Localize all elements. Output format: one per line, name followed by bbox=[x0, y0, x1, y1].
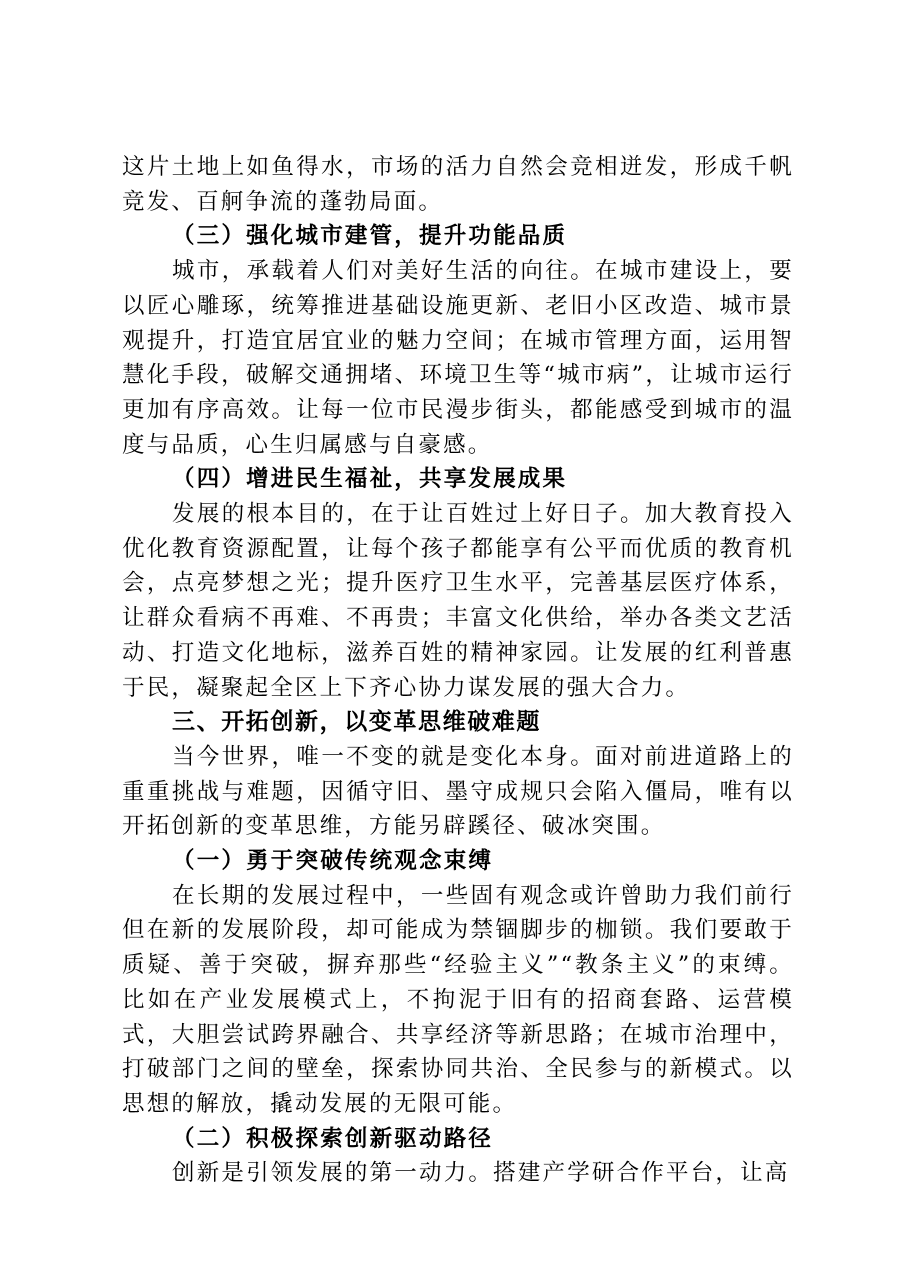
subheading-livelihood: （四）增进民生福祉，共享发展成果 bbox=[172, 466, 568, 493]
paragraph-break-tradition: 在长期的发展过程中，一些固有观念或许曾助力我们前行但在新的发展阶段，却可能成为禁锢脚步的枷锁。我们要敢于质疑、善于突破，摒弃那些“经验主义”“教条主义”的束缚。比如在产业发展模式上，不拘泥于旧有的招商套路、运营模式，大胆尝试跨界融合、共享经济等新思路；在城市治理中，打破部门之间的壁垒，探索协同共治、全民参与的新模式。以思想的解放，撬动发展的无限可能。 bbox=[122, 882, 794, 1117]
subheading-innovation-drive: （二）积极探索创新驱动路径 bbox=[172, 1125, 494, 1152]
paragraph-innovation: 当今世界，唯一不变的就是变化本身。面对前进道路上的重重挑战与难题，因循守旧、墨守成规只会陷入僵局，唯有以开拓创新的变革思维，方能另辟蹊径、破冰突围。 bbox=[122, 743, 794, 840]
paragraph-intro: 这片土地上如鱼得水，市场的活力自然会竞相迸发，形成千帆竞发、百舸争流的蓬勃局面。 bbox=[122, 154, 794, 215]
paragraph-city: 城市，承载着人们对美好生活的向往。在城市建设上，要以匠心雕琢，统筹推进基础设施更新、老旧小区改造、城市景观提升，打造宜居宜业的魅力空间；在城市管理方面，运用智慧化手段，破解交通拥堵、环境卫生等“城市病”，让城市运行更加有序高效。让每一位市民漫步街头，都能感受到城市的温度与品质，心生归属感与自豪感。 bbox=[122, 258, 794, 458]
document-body bbox=[122, 150, 794, 1191]
paragraph-livelihood: 发展的根本目的，在于让百姓过上好日子。加大教育投入优化教育资源配置，让每个孩子都能享有公平而优质的教育机会，点亮梦想之光；提升医疗卫生水平，完善基层医疗体系，让群众看病不再难、不再贵；丰富文化供给，举办各类文艺活动、打造文化地标，滋养百姓的精神家园。让发展的红利普惠于民，凝聚起全区上下齐心协力谋发展的强大合力。 bbox=[122, 501, 794, 701]
subheading-strengthen-city: （三）强化城市建管，提升功能品质 bbox=[172, 223, 568, 250]
section-heading-innovation: 三、开拓创新，以变革思维破难题 bbox=[172, 709, 541, 736]
paragraph-innovation-drive: 创新是引领发展的第一动力。搭建产学研合作平台，让高 bbox=[172, 1160, 790, 1187]
subheading-break-tradition: （一）勇于突破传统观念束缚 bbox=[172, 848, 494, 875]
